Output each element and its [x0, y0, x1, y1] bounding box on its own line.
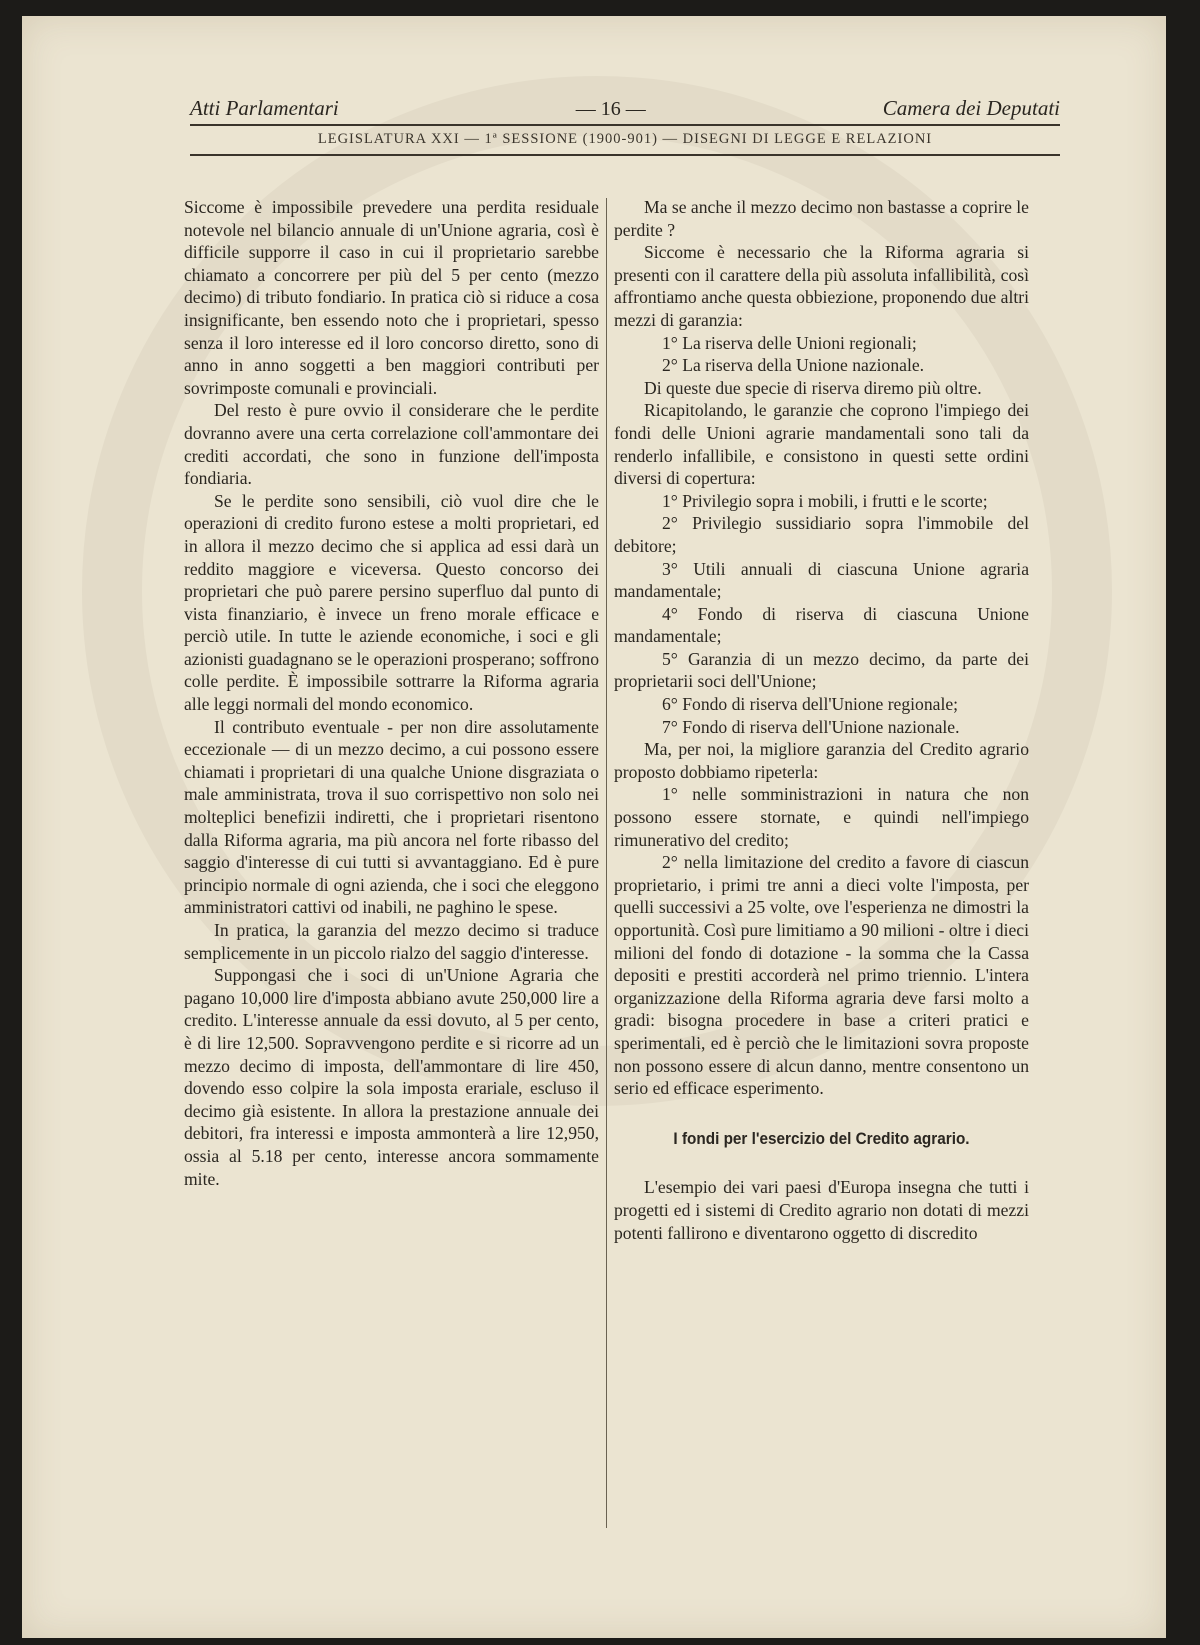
- paragraph: L'esempio dei vari paesi d'Europa insegna che tutti i progetti ed i sistemi di Credito agrario non dotati di mezzi potenti fallirono e diventarono oggetto di discredito: [614, 1177, 1029, 1243]
- paragraph: Il contributo eventuale - per non dire assolutamente eccezionale — di un mezzo decimo, a cui possono essere chiamati i proprietari di una qualche Unione disgraziata o male amministrata, trova il suo corrispettivo non solo nei molteplici benefizii indiretti, che i proprietari risentono dalla Riforma agraria, ma più ancora nel forte ribasso del saggio d'interesse di cui tutti si avvantaggiano. Ed è pure principio normale di ogni azienda, che i soci che eleggono amministratori cattivi od inabili, ne paghino le spese.: [184, 716, 599, 918]
- header-subtitle: LEGISLATURA XXI — 1ª SESSIONE (1900-901) — DISEGNI DI LEGGE E RELAZIONI: [190, 131, 1060, 156]
- paragraph: In pratica, la garanzia del mezzo decimo si traduce semplicemente in un piccolo rialzo del saggio d'interesse.: [184, 920, 599, 963]
- right-column: [614, 196, 1029, 1244]
- header-right: Camera dei Deputati: [882, 96, 1060, 120]
- list-item: 5° Garanzia di un mezzo decimo, da parte dei proprietarii soci dell'Unione;: [614, 648, 1029, 692]
- document-page: [22, 16, 1166, 1638]
- paragraph: Siccome è necessario che la Riforma agraria si presenti con il carattere della più assoluta infallibilità, così affrontiamo anche questa obbiezione, proponendo due altri mezzi di garanzia:: [614, 242, 1029, 330]
- paragraph: Suppongasi che i soci di un'Unione Agraria che pagano 10,000 lire d'imposta abbiano avute 250,000 lire a credito. L'interesse annuale da essi dovuto, al 5 per cento, è di lire 12,500. Sopravvengono perdite e si ricorre ad un mezzo decimo di imposta, dell'ammontare di lire 450, dovendo esso colpire la sola imposta erariale, escluso il decimo già esistente. In allora la prestazione annuale dei debitori, fra interessi e imposta ammonterà a lire 12,950, ossia al 5.18 per cento, interesse ancora sommamente mite.: [184, 965, 599, 1189]
- header-rule: [190, 124, 1060, 126]
- list-item: 2° Privilegio sussidiario sopra l'immobile del debitore;: [614, 513, 1029, 556]
- section-title: I fondi per l'esercizio del Credito agrario.: [673, 1128, 970, 1148]
- paragraph: Ma, per noi, la migliore garanzia del Credito agrario proposto dobbiamo ripeterla:: [614, 739, 1029, 782]
- list-item: 2° nella limitazione del credito a favore di ciascun proprietario, i primi tre anni a dieci volte l'imposta, per quelli successivi a 25 volte, ove l'esperienza ne dimostri la opportunità. Così pure limitiamo a 90 milioni - oltre i dieci milioni del fondo di dotazione - la somma che la Cassa depositi e prestiti accorderà nel primo triennio. L'intera organizzazione della Riforma agraria deve farsi molto a gradi: bisogna procedere in base a criteri pratici e sperimentali, ed è perciò che le limitazioni sovra proposte non possono essere di alcun danno, mentre consentono un serio ed efficace esperimento.: [614, 852, 1029, 1099]
- list-item: 1° La riserva delle Unioni regionali;: [662, 332, 917, 353]
- list-item: 7° Fondo di riserva dell'Unione nazionale.: [662, 716, 960, 737]
- paragraph: Del resto è pure ovvio il considerare che le perdite dovranno avere una certa correlazione coll'ammontare dei crediti accordati, che sono in funzione dell'imposta fondiaria.: [184, 400, 599, 489]
- page-number: — 16 —: [575, 98, 646, 120]
- left-column: [184, 196, 599, 1190]
- list-item: 1° Privilegio sopra i mobili, i frutti e le scorte;: [662, 490, 988, 511]
- list-item: 6° Fondo di riserva dell'Unione regionale;: [662, 694, 959, 715]
- paragraph: Ricapitolando, le garanzie che coprono l'impiego dei fondi delle Unioni agrarie mandamentali sono tali da renderlo infallibile, e consistono in questi sette ordini diversi di copertura:: [614, 400, 1029, 489]
- paragraph: Siccome è impossibile prevedere una perdita residuale notevole nel bilancio annuale di un'Unione agraria, così è difficile supporre il caso in cui il proprietario sarebbe chiamato a concorrere per più del 5 per cento (mezzo decimo) di tributo fondiario. In pratica ciò si riduce a cosa insignificante, ben essendo noto che i proprietari, spesso senza il loro interesse ed il loro concorso diretto, sono di anno in anno soggetti a ben maggiori contributi per sovrimposte comunali e provinciali.: [184, 197, 599, 398]
- list-item: 2° La riserva della Unione nazionale.: [662, 355, 925, 376]
- paragraph: Se le perdite sono sensibili, ciò vuol dire che le operazioni di credito furono estese a molti proprietari, ed in allora il mezzo decimo che si applica ad essi darà un reddito maggiore e viceversa. Questo concorso dei proprietari che può parere persino superfluo dal punto di vista finanziario, è invece un freno morale efficace e perciò utile. In tutte le aziende economiche, i soci e gli azionisti guadagnano se le operazioni prosperano; soffrono colle perdite. È impossibile sottrarre la Riforma agraria alle leggi normali del mondo economico.: [184, 490, 599, 715]
- list-item: 3° Utili annuali di ciascuna Unione agraria mandamentale;: [614, 558, 1029, 602]
- paragraph: Ma se anche il mezzo decimo non bastasse a coprire le perdite ?: [614, 197, 1029, 240]
- list-item: 4° Fondo di riserva di ciascuna Unione mandamentale;: [614, 603, 1029, 647]
- column-divider: [606, 198, 607, 1528]
- list-item: 1° nelle somministrazioni in natura che non possono essere stornate, e quindi nell'impiego rimunerativo del credito;: [614, 784, 1029, 850]
- paragraph: Di queste due specie di riserva diremo più oltre.: [644, 377, 982, 398]
- page-header: [190, 96, 1060, 156]
- header-left: Atti Parlamentari: [190, 96, 339, 120]
